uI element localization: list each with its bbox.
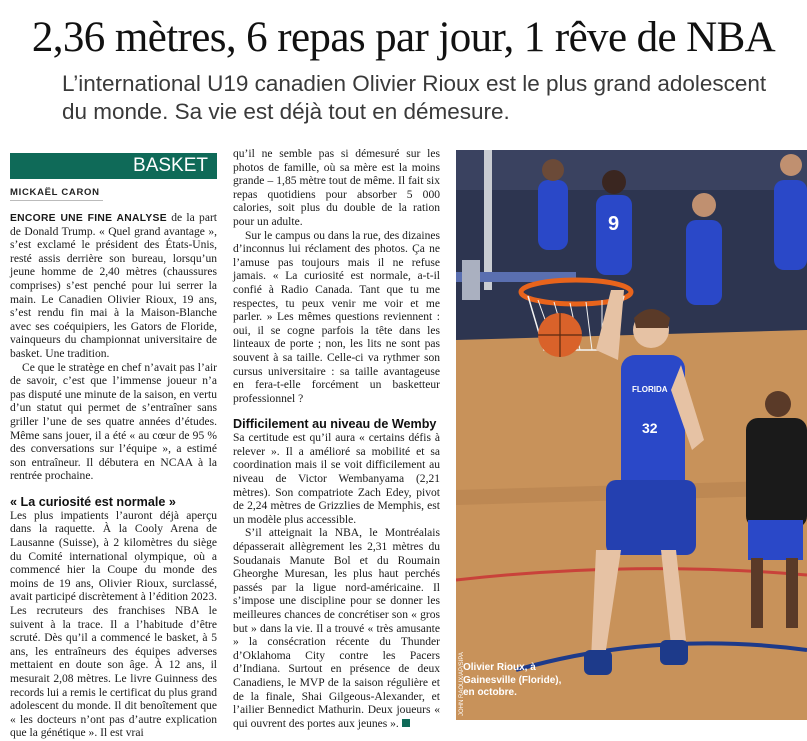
subheading-wemby: Difficilement au niveau de Wemby xyxy=(233,417,437,432)
section-rubric: BASKET xyxy=(10,153,217,179)
paragraph-6: Sa certitude est qu’il aura « certains défis à relever ». Il a amélioré sa mobilité et sa coordination mais il se voit difficilement au niveau de Victor Wembanyama (2,21 mètres). Son compatriote Zach Edey, pivot de 2,24 mètres de Grizzlies de Memphis, est un modèle plus accessible. xyxy=(233,432,440,526)
standfirst: L’international U19 canadien Olivier Rioux est le plus grand adolescent du monde. Sa vie est déjà tout en démesure. xyxy=(62,71,767,124)
paragraph-5: Sur le campus ou dans la rue, des dizaines d’inconnus lui réclament des photos. Ça ne l’amuse pas toujours mais il ne refuse jamais. « La curiosité est normale, a-t-il confié à Radio Canada. Tant que tu me respectes, tu peux venir me voir et me parler. » Les mêmes questions reviennent : oui, il se cogne parfois la tête dans les linteaux de porte ; non, les lits ne sont pas souvent à sa taille. Celle-ci va rythmer son cursus universitaire : sa taille avantageuse en fera-t-elle forcément un basketteur professionnel ? xyxy=(233,229,440,405)
photo-credit xyxy=(459,696,465,716)
subheading-curiosite: « La curiosité est normale » xyxy=(10,494,176,509)
paragraph-7-text: S’il atteignait la NBA, le Montréalais dépasserait allègrement les 2,31 mètres du Soudanais Manute Bol et du Roumain Gheorghe Muresan, les plus haut perchés passés par la ligue nord-américaine. Il s’impose une discipline pour se donner les meilleures chances de concrétiser son « gros but » dans la vie. Il a trouvé « très amusante » la consécration récente du Thunder d’Oklahoma City contre les Pacers d’Indiana. Surtout en présence de deux Canadiens, le MVP de la saison régulière et de la finale, Shai Gilgeous-Alexander, et l’ailier Bennedict Mathurin. Deux joueurs « qui ouvrent des portes aux jeunes ». xyxy=(233,527,440,730)
background-jersey-number: 9 xyxy=(608,213,620,235)
jersey-text: FLORIDA xyxy=(632,385,668,394)
lead-in: ENCORE UNE FINE ANALYSE xyxy=(10,213,167,224)
paragraph-1-text: de la part de Donald Trump. « Quel grand avantage », s’est exclamé le président des États-Unis, resté assis derrière son bureau, lorsqu’un jeune homme de 2,40 mètres (chaussures comprises) s’est penché pour lui serrer la main. Le Canadien Olivier Rioux, 19 ans, s’est rendu fin mai à la Maison-Blanche avec ses coéquipiers, les Gators de Floride, vainqueurs du championnat universitaire de basket. Une tradition. xyxy=(10,212,218,360)
end-of-article-mark xyxy=(402,719,410,727)
article-column-1 xyxy=(10,212,217,741)
paragraph-7 xyxy=(233,527,440,731)
byline: MICKAËL CARON xyxy=(10,187,103,201)
article-photo xyxy=(456,150,807,720)
paragraph-1 xyxy=(10,212,217,362)
photo-caption: Olivier Rioux, à Gainesville (Floride), en octobre. xyxy=(463,662,562,698)
article-column-2 xyxy=(233,148,440,731)
headline: 2,36 mètres, 6 repas par jour, 1 rêve de NBA xyxy=(31,14,776,61)
jersey-number: 32 xyxy=(642,420,658,436)
paragraph-4: qu’il ne semble pas si démesuré sur les photos de famille, où sa mère est la moins grande – 1,85 mètre tout de même. Il fait six repas quotidiens pour absorber 5 000 calories, soit plus du double de la ration pour un adulte. xyxy=(233,148,440,228)
basketball-dunk-illustration xyxy=(456,150,807,720)
paragraph-3: Les plus impatients l’auront déjà aperçu dans la raquette. À la Cooly Arena de Lausanne (Suisse), à 2 kilomètres du siège du Comité international olympique, où a commencé hier la Coupe du monde des moins de 19 ans, Olivier Rioux, surclassé, avait participé discrètement à l’édition 2023. Les recruteurs des franchises NBA le suivent à la trace. Il a l’habitude d’être scruté. Dès qu’il a commencé le basket, à 5 ans, les entraîneurs des équipes adverses mettaient en doute son âge. À 12 ans, il mesurait 2,08 mètres. Le livre Guinness des records lui a remis le certificat du plus grand adolescent du monde. Il dit benoîtement que « les docteurs n’ont pas d’autre explication que la génétique ». Il est vrai xyxy=(10,509,217,740)
paragraph-2: Ce que le stratège en chef n’avait pas l’air de savoir, c’est que l’immense joueur n’a pas disputé une minute de la saison, en vertu d’un statut qui permet de s’entraîner sans griller l’une de ses quatre années d’études. Même sans jouer, il a été « au cœur de 95 % des conversations sur l’équipe », a estimé son entraîneur. Il débutera en NCAA à la rentrée prochaine. xyxy=(10,361,217,483)
